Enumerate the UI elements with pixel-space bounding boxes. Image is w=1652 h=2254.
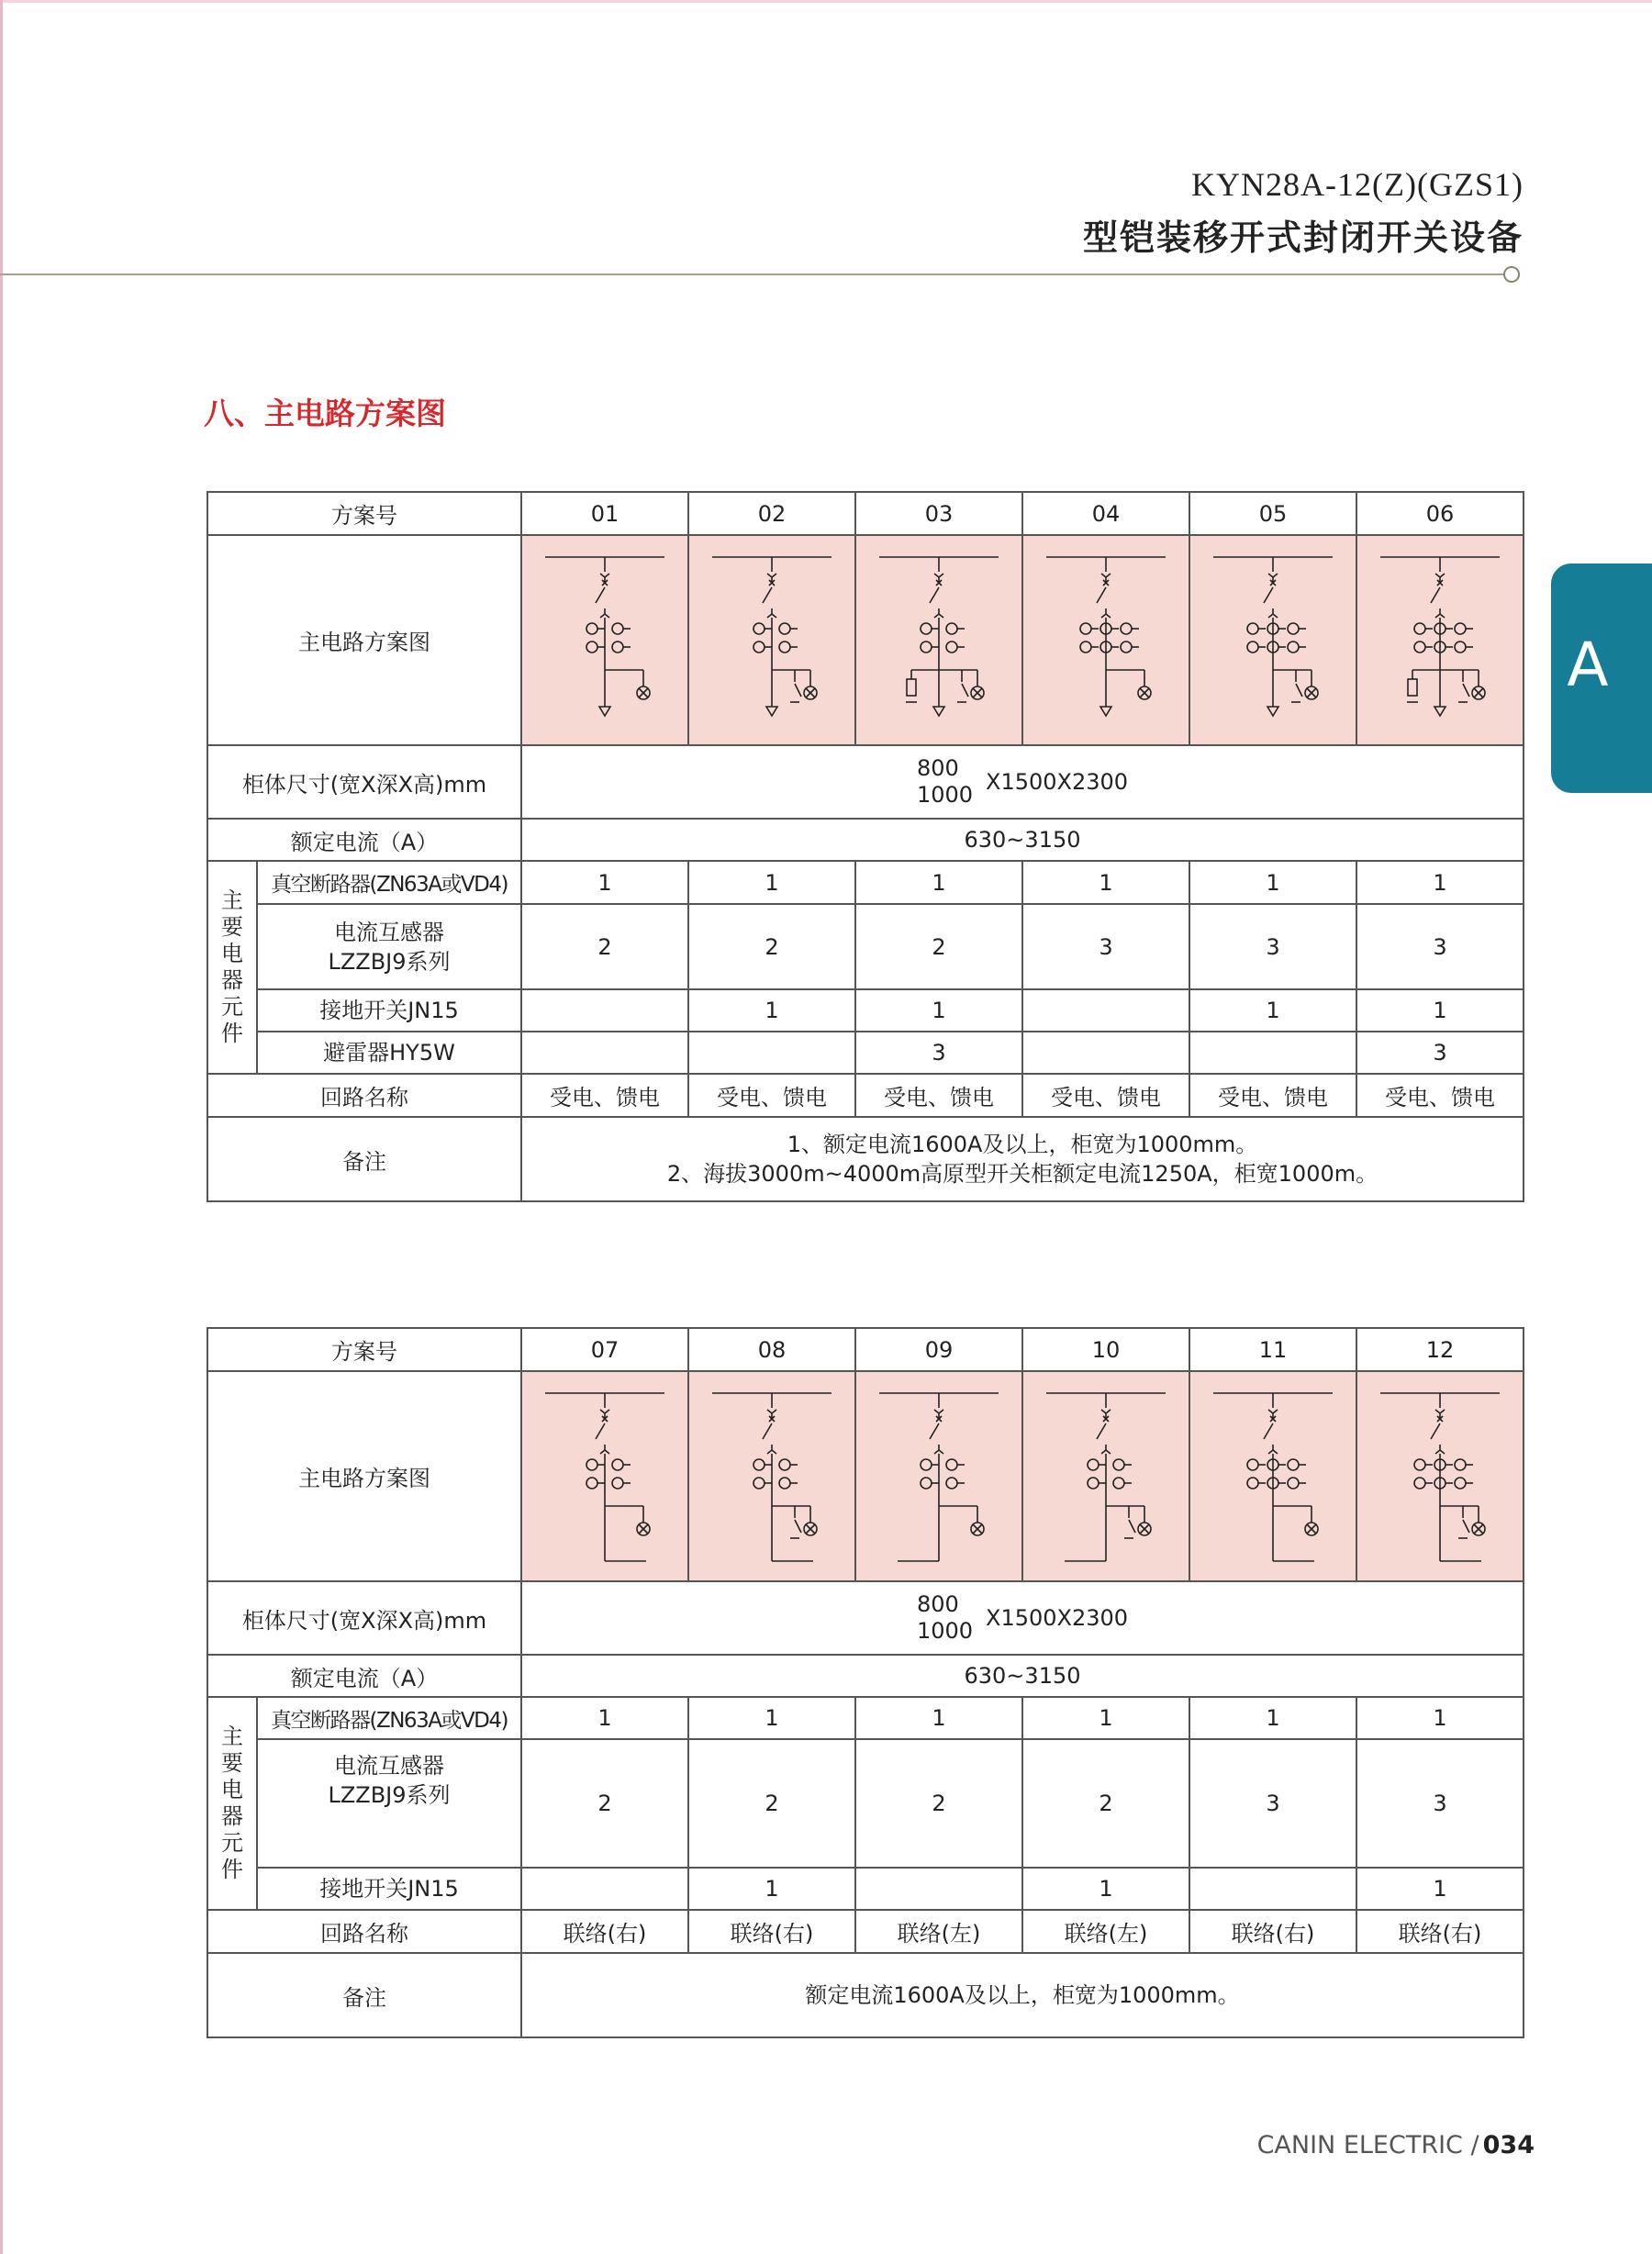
earth-switch-count: 1: [1356, 1868, 1524, 1910]
note-line: 2、海拔3000m~4000m高原型开关柜额定电流1250A，柜宽1000m。: [666, 1161, 1379, 1187]
circuit-diagram: [856, 537, 1021, 743]
header-model: KYN28A-12(Z)(GZS1): [1191, 166, 1524, 203]
diagram-row: [207, 535, 1524, 745]
footer-brand: CANIN ELECTRIC: [1256, 2131, 1463, 2159]
circuit-diagram-cell: [855, 1371, 1022, 1581]
breaker-row: [207, 861, 1524, 904]
cabinet-size-row: [207, 1581, 1524, 1655]
earth-switch-count: 1: [688, 1868, 855, 1910]
note-text: [521, 1953, 1524, 2037]
circuit-diagram-cell: [1356, 1371, 1524, 1581]
circuit-name: 联络(右): [688, 1910, 855, 1953]
components-label: [207, 1697, 257, 1910]
scheme-number: 10: [1022, 1328, 1189, 1371]
arrester-count: 3: [1356, 1032, 1524, 1074]
circuit-name: 联络(右): [1189, 1910, 1356, 1953]
breaker-count: 1: [1356, 1697, 1524, 1739]
note-row: [207, 1953, 1524, 2037]
circuit-diagram: [856, 1373, 1021, 1579]
section-tab-letter: A: [1567, 630, 1609, 700]
circuit-name: 受电、馈电: [1189, 1074, 1356, 1117]
note-text: [521, 1117, 1524, 1201]
components-vertical-text: 主 要 电 器 元 件: [221, 887, 243, 1046]
header-title: 型铠装移开式封闭开关设备: [1082, 218, 1524, 258]
scheme-number-header: 方案号: [207, 492, 521, 535]
breaker-count: 1: [1356, 861, 1524, 904]
circuit-name: 受电、馈电: [855, 1074, 1022, 1117]
cabinet-size-label: 柜体尺寸(宽X深X高)mm: [207, 745, 521, 819]
top-border: [0, 0, 1652, 3]
width-option: 1000: [916, 782, 974, 808]
circuit-diagram-cell: [855, 535, 1022, 745]
circuit-name: 联络(左): [1022, 1910, 1189, 1953]
arrester-count: 3: [855, 1032, 1022, 1074]
components-label: [207, 861, 257, 1074]
note-label: 备注: [207, 1117, 521, 1201]
circuit-diagram-cell: [1022, 1371, 1189, 1581]
breaker-count: 1: [1189, 861, 1356, 904]
circuit-diagram: [1190, 1373, 1356, 1579]
earth-switch-count: [1022, 989, 1189, 1032]
circuit-diagram-cell: [1022, 535, 1189, 745]
ct-count: 3: [1189, 904, 1356, 989]
ct-label-line: 电流互感器: [334, 1753, 444, 1779]
circuit-diagram: [1023, 537, 1189, 743]
footer-separator: /: [1470, 2131, 1479, 2159]
ct-count: 2: [521, 1739, 688, 1868]
circuit-diagram: [522, 537, 687, 743]
scheme-table-1: [206, 491, 1524, 1202]
circuit-name: 受电、馈电: [688, 1074, 855, 1117]
arrester-count: [1189, 1032, 1356, 1074]
width-option: 1000: [916, 1618, 974, 1644]
ct-label-line: 电流互感器: [334, 919, 444, 945]
circuit-diagram-cell: [521, 535, 688, 745]
section-title: 八、主电路方案图: [204, 396, 446, 431]
rated-current-label: 额定电流（A）: [207, 819, 521, 861]
ct-count: 2: [1022, 1739, 1189, 1868]
circuit-diagram-cell: [1189, 535, 1356, 745]
width-option: 800: [916, 755, 959, 781]
ct-label-line: LZZBJ9系列: [328, 1782, 451, 1808]
depth-height: X1500X2300: [986, 769, 1129, 795]
earth-switch-count: 1: [688, 989, 855, 1032]
earth-switch-count: 1: [1189, 989, 1356, 1032]
scheme-number: 02: [688, 492, 855, 535]
scheme-number: 05: [1189, 492, 1356, 535]
earth-switch-count: 1: [1356, 989, 1524, 1032]
components-vertical-text: 主 要 电 器 元 件: [221, 1724, 243, 1882]
diagram-row: [207, 1371, 1524, 1581]
scheme-number: 08: [688, 1328, 855, 1371]
circuit-diagram-cell: [1356, 535, 1524, 745]
scheme-number: 11: [1189, 1328, 1356, 1371]
ct-label: [257, 1739, 521, 1868]
ct-row: [207, 904, 1524, 989]
arrester-label: 避雷器HY5W: [257, 1032, 521, 1074]
scheme-number-header: 方案号: [207, 1328, 521, 1371]
breaker-count: 1: [688, 1697, 855, 1739]
depth-height: X1500X2300: [986, 1605, 1129, 1631]
diagram-label: 主电路方案图: [207, 1371, 521, 1581]
ct-count: 3: [1356, 904, 1524, 989]
scheme-table-2: [206, 1327, 1524, 2038]
earth-switch-row: [207, 989, 1524, 1032]
circuit-name: 联络(右): [521, 1910, 688, 1953]
section-tab: [1551, 564, 1652, 793]
earth-switch-count: 1: [1022, 1868, 1189, 1910]
circuit-diagram: [1357, 537, 1523, 743]
diagram-label: 主电路方案图: [207, 535, 521, 745]
ct-label-line: LZZBJ9系列: [328, 948, 451, 975]
scheme-number: 09: [855, 1328, 1022, 1371]
cabinet-size-label: 柜体尺寸(宽X深X高)mm: [207, 1581, 521, 1655]
circuit-diagram: [1023, 1373, 1189, 1579]
circuit-name-row: [207, 1074, 1524, 1117]
scheme-number: 04: [1022, 492, 1189, 535]
circuit-diagram: [1190, 537, 1356, 743]
earth-switch-label: 接地开关JN15: [257, 989, 521, 1032]
circuit-name-label: 回路名称: [207, 1074, 521, 1117]
left-border: [0, 0, 3, 2254]
circuit-name: 联络(右): [1356, 1910, 1524, 1953]
scheme-number: 03: [855, 492, 1022, 535]
earth-switch-count: 1: [855, 989, 1022, 1032]
ct-count: 2: [855, 1739, 1022, 1868]
circuit-diagram-cell: [521, 1371, 688, 1581]
ct-count: 2: [521, 904, 688, 989]
footer: [1257, 2131, 1535, 2159]
arrester-row: [207, 1032, 1524, 1074]
ct-count: 2: [855, 904, 1022, 989]
circuit-diagram: [522, 1373, 687, 1579]
breaker-count: 1: [688, 861, 855, 904]
ct-count: 2: [688, 1739, 855, 1868]
scheme-number: 07: [521, 1328, 688, 1371]
ct-label: [257, 904, 521, 989]
ct-count: 2: [688, 904, 855, 989]
earth-switch-count: [521, 1868, 688, 1910]
breaker-count: 1: [1189, 1697, 1356, 1739]
circuit-name-label: 回路名称: [207, 1910, 521, 1953]
cabinet-size-row: [207, 745, 1524, 819]
breaker-row: [207, 1697, 1524, 1739]
earth-switch-count: [1189, 1868, 1356, 1910]
width-option: 800: [916, 1591, 959, 1617]
arrester-count: [521, 1032, 688, 1074]
page-number: 034: [1482, 2131, 1535, 2159]
earth-switch-count: [855, 1868, 1022, 1910]
earth-switch-label: 接地开关JN15: [257, 1868, 521, 1910]
note-label: 备注: [207, 1953, 521, 2037]
scheme-number: 12: [1356, 1328, 1524, 1371]
rated-current-row: [207, 1655, 1524, 1697]
breaker-label: 真空断路器(ZN63A或VD4): [257, 861, 521, 904]
rated-current-row: [207, 819, 1524, 861]
arrester-count: [1022, 1032, 1189, 1074]
cabinet-size-value: [521, 745, 1524, 819]
note-row: [207, 1117, 1524, 1201]
breaker-count: 1: [855, 861, 1022, 904]
circuit-diagram: [1357, 1373, 1523, 1579]
scheme-number: 01: [521, 492, 688, 535]
scheme-number: 06: [1356, 492, 1524, 535]
circuit-name: 受电、馈电: [521, 1074, 688, 1117]
circuit-diagram-cell: [688, 535, 855, 745]
breaker-count: 1: [1022, 861, 1189, 904]
ct-row: [207, 1739, 1524, 1868]
header-rule: [0, 273, 1507, 275]
circuit-name: 受电、馈电: [1356, 1074, 1524, 1117]
cabinet-size-value: [521, 1581, 1524, 1655]
circuit-diagram-cell: [1189, 1371, 1356, 1581]
circuit-name: 受电、馈电: [1022, 1074, 1189, 1117]
circuit-diagram: [689, 537, 854, 743]
arrester-count: [688, 1032, 855, 1074]
rated-current-value: 630~3150: [521, 819, 1524, 861]
rated-current-value: 630~3150: [521, 1655, 1524, 1697]
circuit-diagram: [689, 1373, 854, 1579]
breaker-label: 真空断路器(ZN63A或VD4): [257, 1697, 521, 1739]
circuit-name-row: [207, 1910, 1524, 1953]
note-line: 额定电流1600A及以上，柜宽为1000mm。: [805, 1982, 1240, 2008]
rated-current-label: 额定电流（A）: [207, 1655, 521, 1697]
breaker-count: 1: [1022, 1697, 1189, 1739]
breaker-count: 1: [521, 861, 688, 904]
circuit-name: 联络(左): [855, 1910, 1022, 1953]
breaker-count: 1: [521, 1697, 688, 1739]
note-line: 1、额定电流1600A及以上，柜宽为1000mm。: [787, 1132, 1258, 1157]
ct-count: 3: [1189, 1739, 1356, 1868]
scheme-number-row: [207, 492, 1524, 535]
breaker-count: 1: [855, 1697, 1022, 1739]
earth-switch-row: [207, 1868, 1524, 1910]
circuit-diagram-cell: [688, 1371, 855, 1581]
ct-count: 3: [1022, 904, 1189, 989]
ct-count: 3: [1356, 1739, 1524, 1868]
earth-switch-count: [521, 989, 688, 1032]
header-rule-dot: [1503, 266, 1520, 283]
scheme-number-row: [207, 1328, 1524, 1371]
